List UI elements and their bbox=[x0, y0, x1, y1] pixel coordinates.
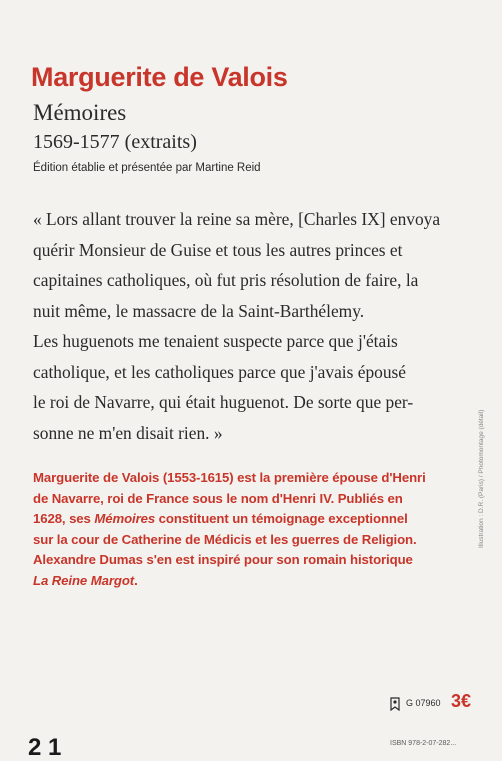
bio-text: 1628, ses bbox=[33, 511, 95, 527]
illustration-credit: Illustration : D.R. (Paris) / Photomontage (détail) bbox=[478, 409, 485, 548]
quote-line: sonne ne m'en disait rien. » bbox=[33, 422, 223, 443]
bio-line: de Navarre, roi de France sous le nom d'Henri IV. Publiés en bbox=[33, 490, 403, 506]
bio-text: . bbox=[134, 572, 138, 588]
catalog-code: G 07960 bbox=[406, 698, 441, 708]
folio-bookmark-icon bbox=[388, 697, 402, 711]
price: 3€ bbox=[451, 691, 472, 711]
quote-line: nuit même, le massacre de la Saint-Barthélemy. bbox=[33, 300, 365, 321]
book-title: Mémoires bbox=[33, 100, 127, 125]
author-biography bbox=[33, 468, 473, 592]
corner-mark: 2 1 bbox=[28, 734, 62, 761]
quote-line: « Lors allant trouver la reine sa mère, [Charles IX] envoya bbox=[33, 209, 441, 229]
book-subtitle-dates: 1569-1577 (extraits) bbox=[33, 131, 197, 153]
bio-line: Alexandre Dumas s'en est inspiré pour son romain historique bbox=[33, 552, 413, 568]
bio-line bbox=[33, 571, 473, 592]
bio-title-italic: Mémoires bbox=[94, 511, 156, 527]
quote-line: le roi de Navarre, qui était huguenot. De sorte que per- bbox=[33, 392, 414, 412]
quote-line: quérir Monsieur de Guise et tous les autres princes et bbox=[33, 239, 403, 260]
bio-line bbox=[33, 509, 473, 530]
bio-line: Marguerite de Valois (1553-1615) est la première épouse d'Henri bbox=[33, 470, 426, 485]
excerpt-quote bbox=[33, 204, 473, 448]
quote-line: catholique, et les catholiques parce que j'avais épousé bbox=[33, 361, 407, 382]
quote-line: capitaines catholiques, où fut pris résolution de faire, la bbox=[33, 270, 419, 290]
bio-line: sur la cour de Catherine de Médicis et les guerres de Religion. bbox=[33, 531, 417, 547]
quote-line: Les huguenots me tenaient suspecte parce que j'étais bbox=[33, 331, 398, 351]
author-name: Marguerite de Valois bbox=[31, 62, 288, 92]
bio-title-italic: La Reine Margot bbox=[33, 572, 135, 588]
isbn: ISBN 978-2-07-282... bbox=[390, 740, 457, 747]
editor-credit: Édition établie et présentée par Martine Reid bbox=[33, 162, 261, 174]
bio-text: constituent un témoignage exceptionnel bbox=[155, 511, 408, 527]
